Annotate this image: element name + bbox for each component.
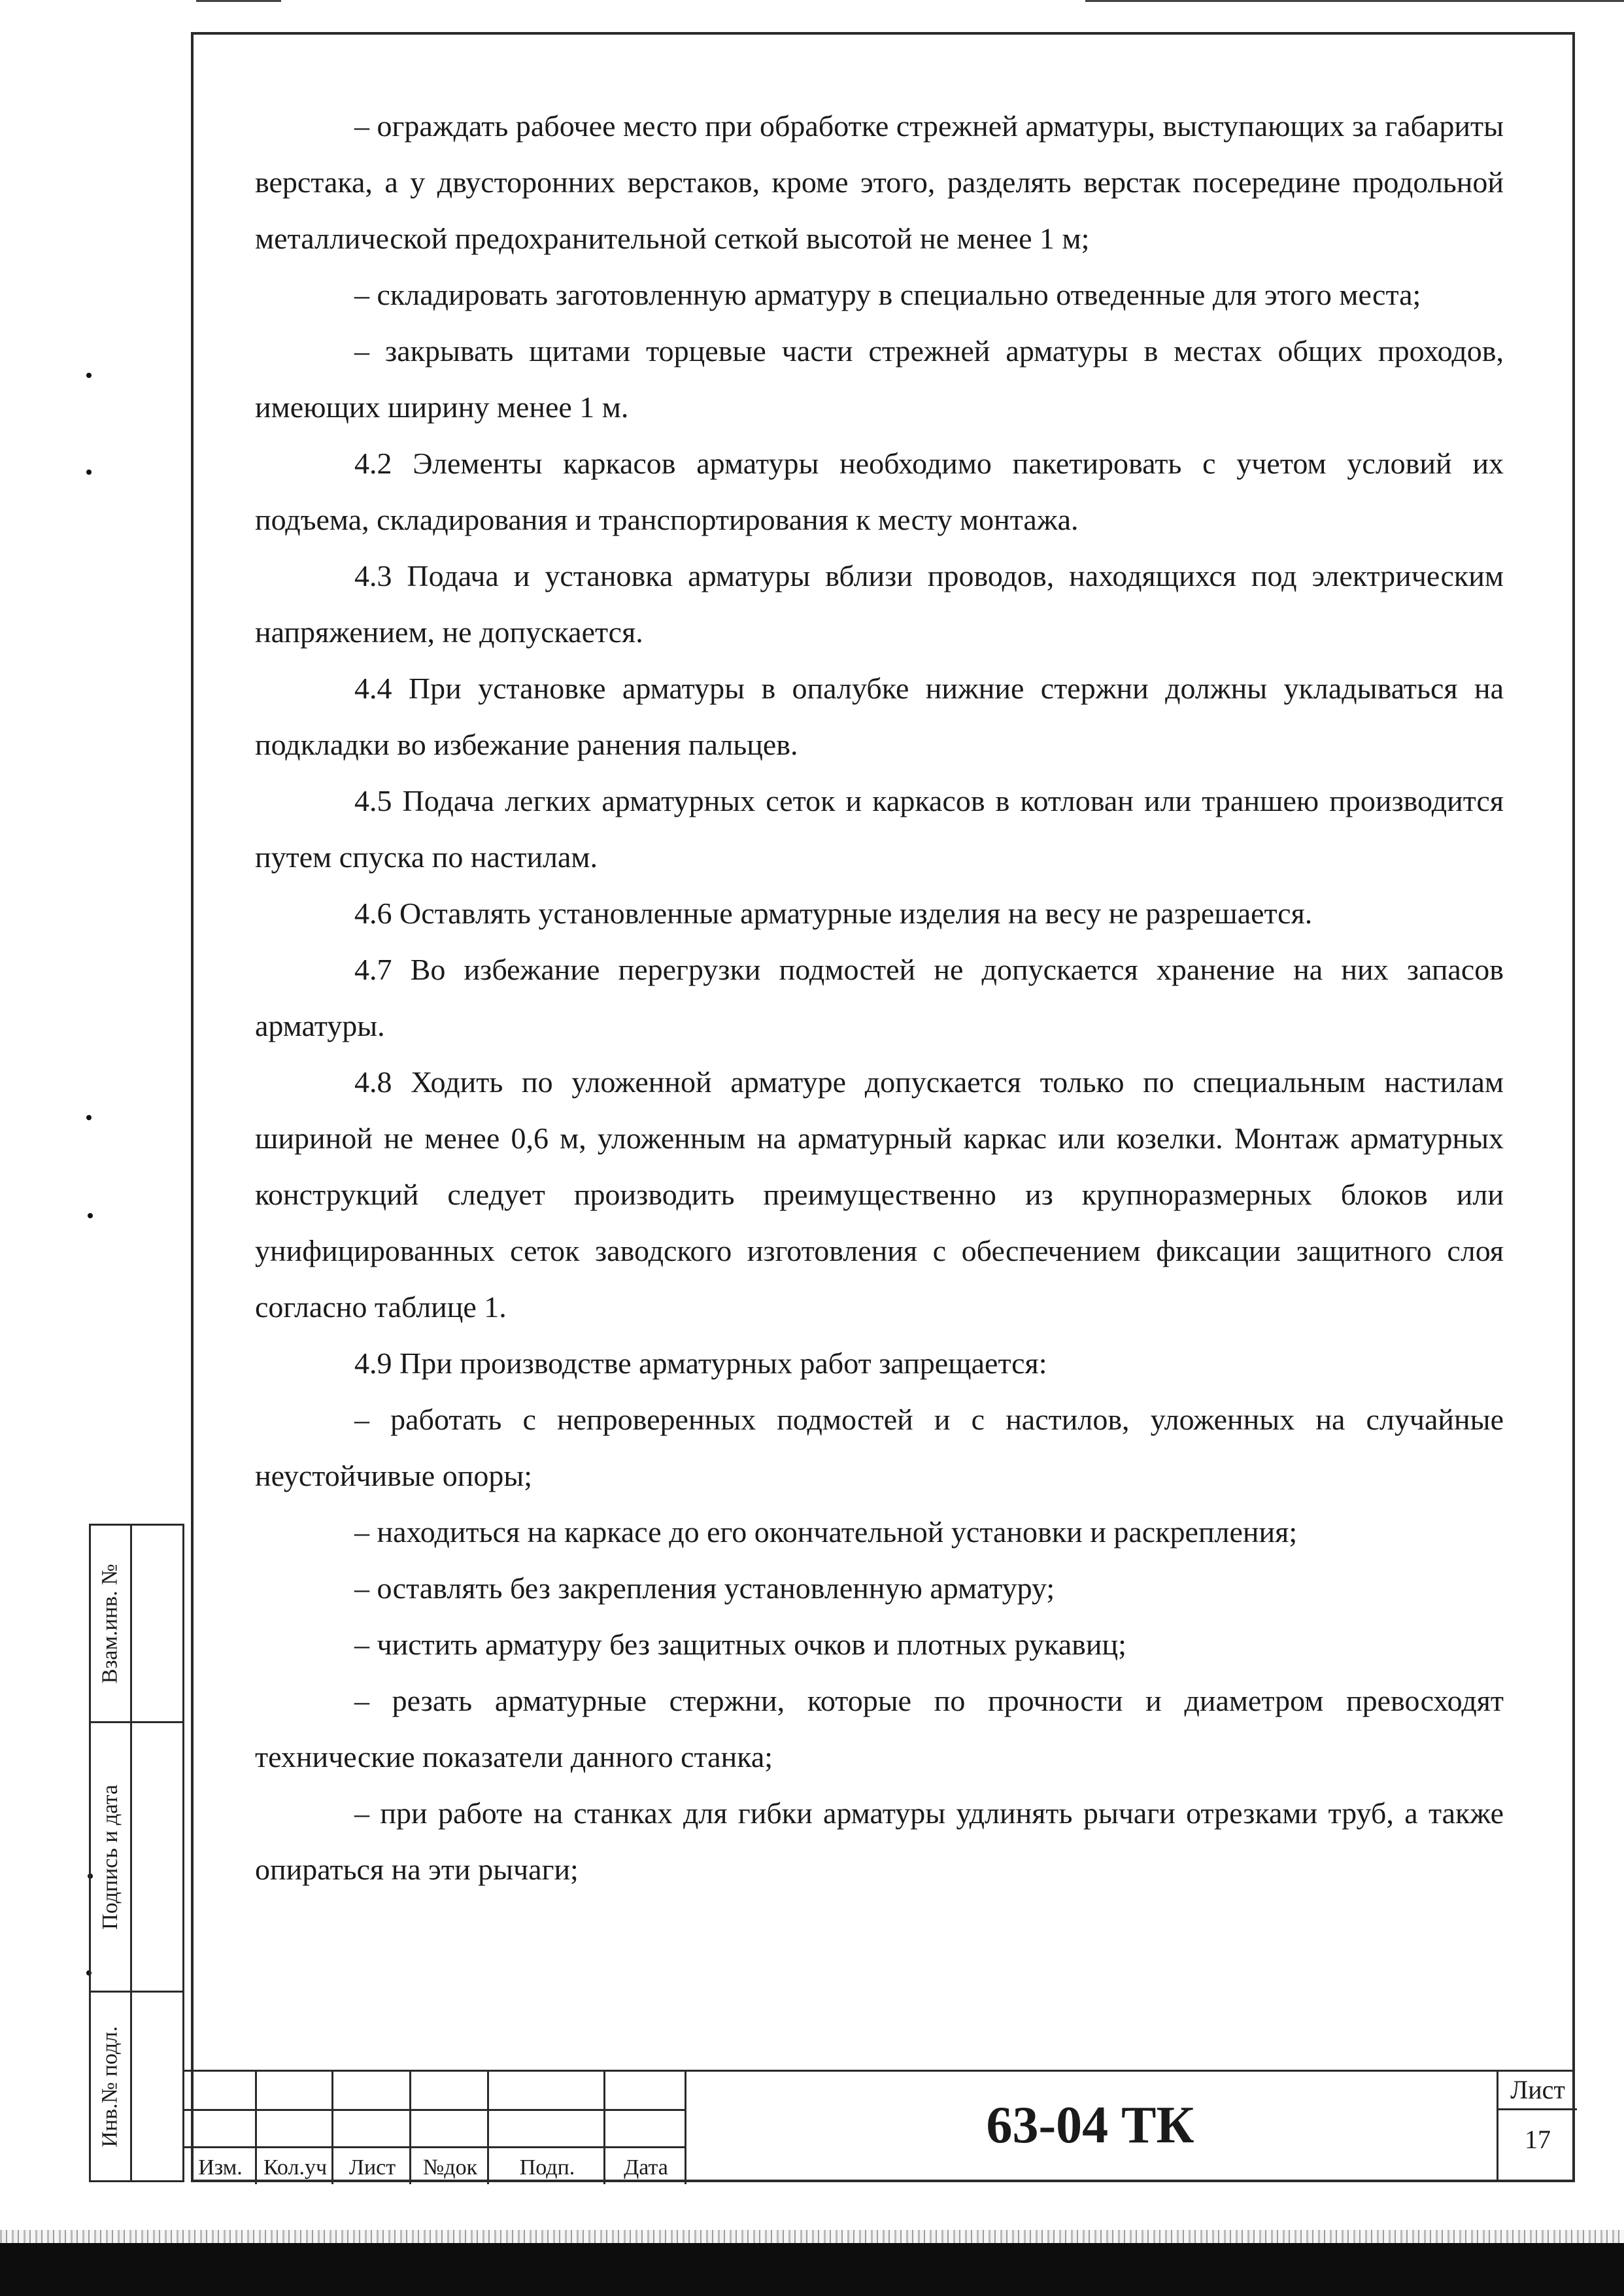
sheet-label: Лист xyxy=(1510,2075,1565,2104)
side-stamp-label-wrap xyxy=(91,1723,130,1991)
paragraph: – складировать заготовленную арматуру в специально отведенные для этого места; xyxy=(354,278,1421,311)
side-stamp-inv-label: Инв.№ подл. xyxy=(98,2025,123,2148)
sheet-number: 17 xyxy=(1525,2125,1551,2154)
paragraph: – ограждать рабочее место при обработке стрежней арматуры, выступающих за габариты верстака, а у двусторонних верстаков, кроме этого, разделять верстак посередине продольной металлической предохранительной сеткой высотой не менее 1 м; xyxy=(255,109,1504,255)
paragraph: – закрывать щитами торцевые части стрежней арматуры в местах общих проходов, имеющих ширину менее 1 м. xyxy=(255,334,1504,424)
side-stamp-label-wrap xyxy=(91,1526,130,1721)
side-stamp-podpis-label: Подпись и дата xyxy=(98,1784,122,1930)
paragraph: 4.5 Подача легких арматурных сеток и каркасов в котлован или траншею производится путем спуска по настилам. xyxy=(255,784,1504,874)
paragraph: – работать с непроверенных подмостей и с настилов, уложенных на случайные неустойчивые опоры; xyxy=(255,1403,1504,1492)
side-stamp-podpis xyxy=(89,1721,184,1993)
scan-top-line-left xyxy=(196,0,281,2)
paragraph: – при работе на станках для гибки арматуры удлинять рычаги отрезками труб, а также опираться на эти рычаги; xyxy=(255,1796,1504,1886)
scan-bottom-edge xyxy=(0,2243,1624,2296)
document-body xyxy=(255,98,1504,1898)
col-kolych-label: Кол.уч xyxy=(263,2155,328,2180)
paragraph: 4.8 Ходить по уложенной арматуре допускается только по специальным настилам шириной не менее 0,6 м, уложенным на арматурный каркас или козелки. Монтаж арматурных конструкций следует производить преимущественно из крупноразмерных блоков или унифицированных сеток заводского изготовления с обеспечением фиксации защитного слоя согласно таблице 1. xyxy=(255,1065,1504,1324)
paragraph: 4.6 Оставлять установленные арматурные изделия на весу не разрешается. xyxy=(354,897,1313,930)
paragraph: – резать арматурные стержни, которые по прочности и диаметром превосходят технические показатели данного станка; xyxy=(255,1684,1504,1773)
document-code: 63-04 ТК xyxy=(986,2096,1194,2154)
side-stamp-label-wrap xyxy=(91,1993,130,2180)
col-izm-label: Изм. xyxy=(198,2155,243,2180)
paragraph: – находиться на каркасе до его окончательной установки и раскрепления; xyxy=(354,1515,1298,1549)
paragraph: 4.7 Во избежание перегрузки подмостей не допускается хранение на них запасов арматуры. xyxy=(255,953,1504,1042)
col-data-label: Дата xyxy=(624,2155,668,2180)
col-ndok-label: №док xyxy=(422,2155,478,2180)
scan-speck xyxy=(86,373,92,378)
side-stamp-vzam xyxy=(89,1524,184,1723)
paragraph: 4.9 При производстве арматурных работ запрещается: xyxy=(354,1346,1047,1380)
sheet-box xyxy=(1497,2072,1577,2182)
paragraph: – оставлять без закрепления установленную арматуру; xyxy=(354,1571,1055,1605)
col-podp-label: Подп. xyxy=(519,2155,575,2180)
sheet-divider xyxy=(1498,2108,1577,2110)
col-list-label: Лист xyxy=(348,2155,396,2180)
side-stamp-inv xyxy=(89,1991,184,2182)
paragraph: – чистить арматуру без защитных очков и плотных рукавиц; xyxy=(354,1628,1126,1661)
paragraph: 4.3 Подача и установка арматуры вблизи проводов, находящихся под электрическим напряжением, не допускается. xyxy=(255,559,1504,649)
paragraph: 4.2 Элементы каркасов арматуры необходимо пакетировать с учетом условий их подъема, складирования и транспортирования к месту монтажа. xyxy=(255,447,1504,536)
scan-edge-grain xyxy=(0,2230,1624,2243)
scan-speck xyxy=(86,1115,92,1120)
paragraph: 4.4 При установке арматуры в опалубке нижние стержни должны укладываться на подкладки во избежание ранения пальцев. xyxy=(255,672,1504,761)
side-stamp-vzam-label: Взам.инв. № xyxy=(98,1563,123,1684)
scan-top-line-right xyxy=(1085,0,1624,2)
scan-speck xyxy=(86,470,92,475)
scan-speck xyxy=(88,1213,93,1218)
